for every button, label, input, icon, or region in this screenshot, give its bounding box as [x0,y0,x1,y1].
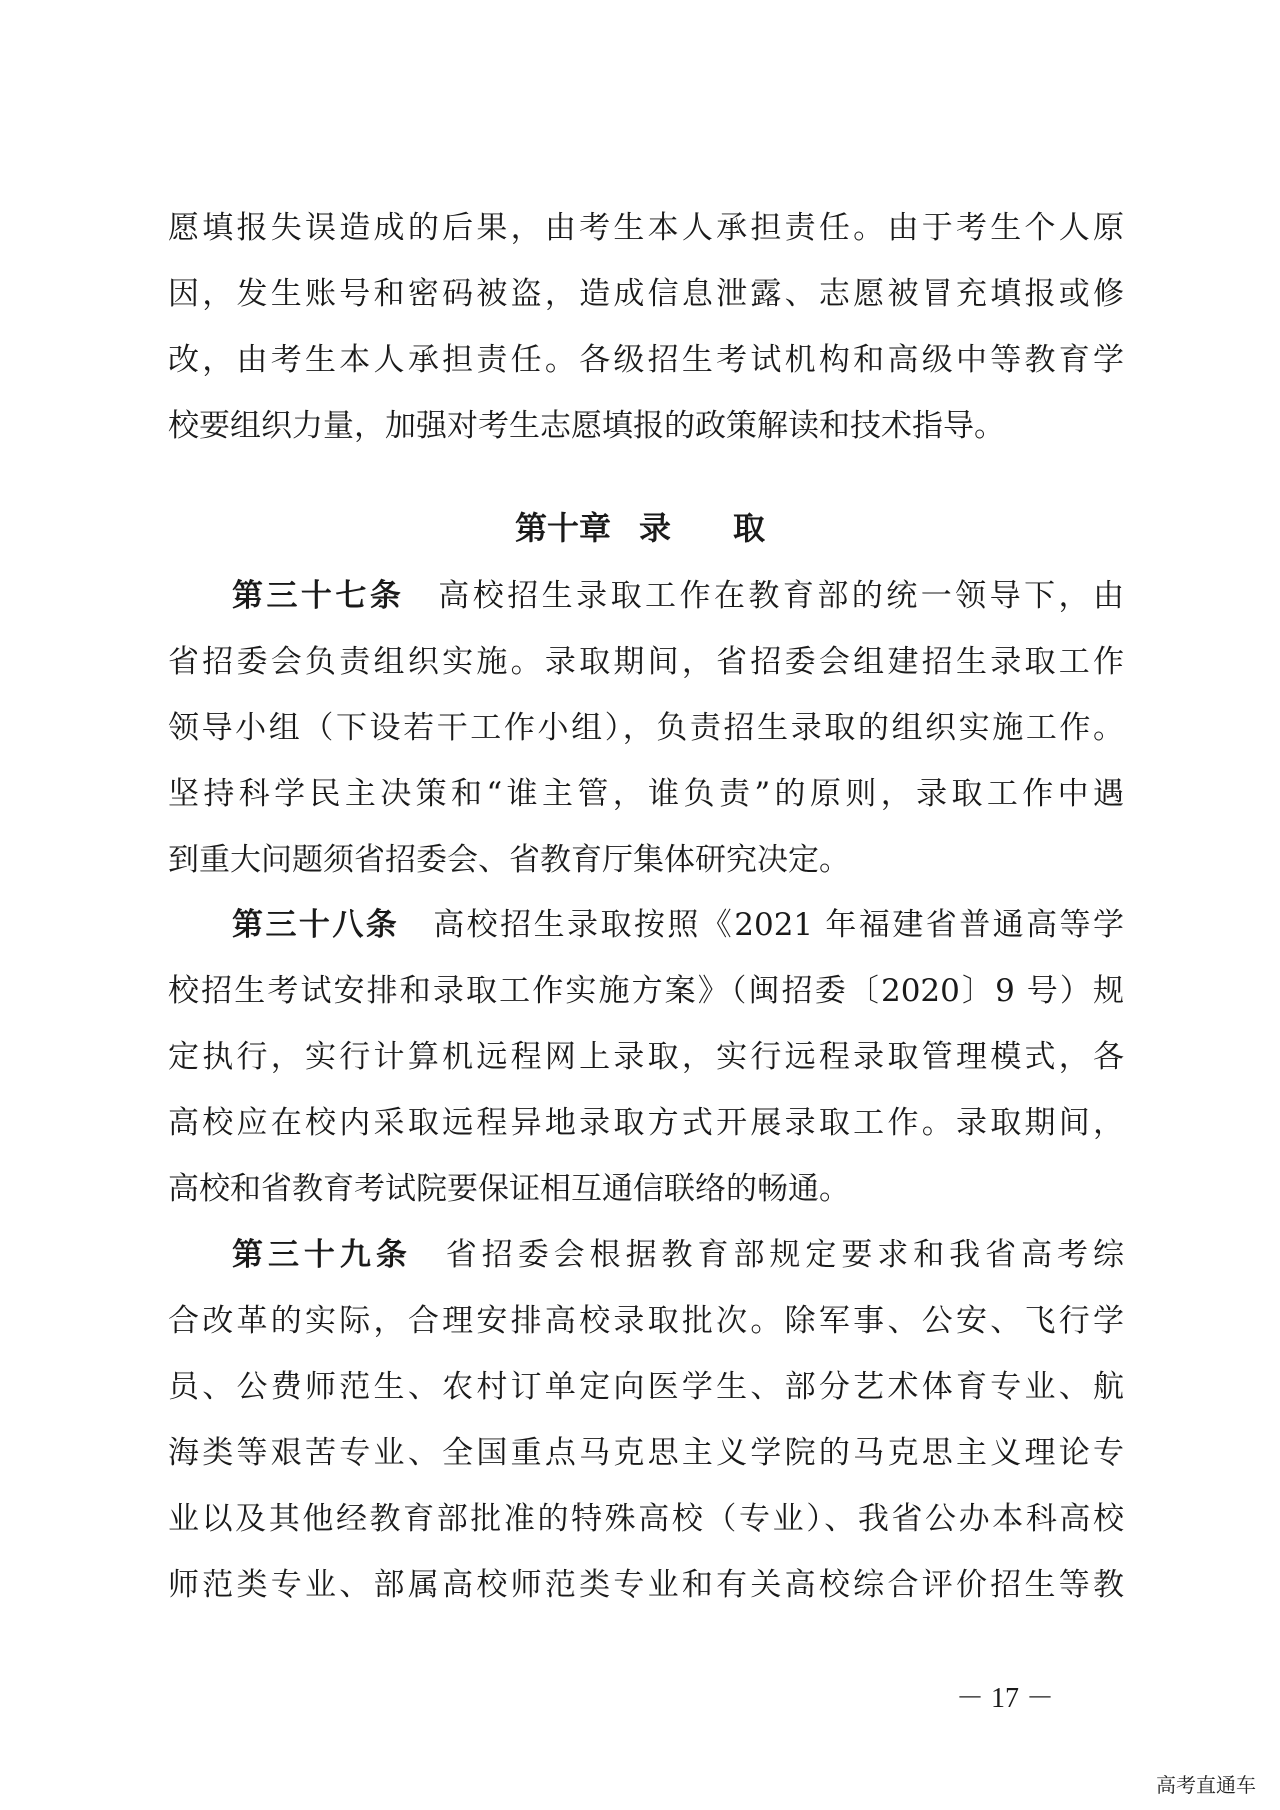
chapter-heading [0,495,1280,561]
paragraph-line: 愿填报失误造成的后果，由考生本人承担责任。由于考生个人原 [168,210,1124,246]
article-first-line [168,1222,1124,1288]
article-heading: 第三十九条 [232,1237,412,1273]
article-text: 省招委会根据教育部规定要求和我省高考综 [445,1237,1124,1273]
article-text: 高校招生录取按照《2021 年福建省普通高等学 [433,907,1124,943]
article-text: 高校招生录取工作在教育部的统一领导下，由 [438,578,1124,614]
paragraph-line: 改，由考生本人承担责任。各级招生考试机构和高级中等教育学 [168,342,1124,378]
paragraph-line: 因，发生账号和密码被盗，造成信息泄露、志愿被冒充填报或修 [168,276,1124,312]
paragraph-line: 领导小组（下设若干工作小组），负责招生录取的组织实施工作。 [168,710,1124,746]
paragraph-line: 校要组织力量，加强对考生志愿填报的政策解读和技术指导。 [168,408,1005,444]
article-38 [168,892,1124,1222]
article-37 [168,563,1124,893]
chapter-number: 第十章 [514,509,611,547]
article-39 [168,1222,1124,1618]
paragraph-line: 定执行，实行计算机远程网上录取，实行远程录取管理模式，各 [168,1039,1124,1075]
paragraph-line: 高校应在校内采取远程异地录取方式开展录取工作。录取期间， [168,1105,1124,1141]
paragraph-line: 业以及其他经教育部批准的特殊高校（专业）、我省公办本科高校 [168,1501,1124,1537]
paragraph-line: 高校和省教育考试院要保证相互通信联络的畅通。 [168,1171,850,1207]
watermark-label: 高考直通车 [1150,1767,1262,1800]
paragraph-line: 员、公费师范生、农村订单定向医学生、部分艺术体育专业、航 [168,1369,1124,1405]
paragraph-line: 师范类专业、部属高校师范类专业和有关高校综合评价招生等教 [168,1567,1124,1603]
intro-paragraph [168,195,1124,459]
chapter-title-part1: 录 [638,509,671,547]
article-first-line [168,892,1124,958]
article-heading: 第三十七条 [232,578,405,614]
page-number: － 17 － [956,1683,1055,1714]
article-first-line [168,563,1124,629]
paragraph-line: 校招生考试安排和录取工作实施方案》（闽招委〔2020〕9 号）规 [168,973,1124,1009]
paragraph-line: 坚持科学民主决策和“谁主管，谁负责”的原则，录取工作中遇 [168,776,1124,812]
paragraph-line: 到重大问题须省招委会、省教育厅集体研究决定。 [168,842,850,878]
paragraph-line: 省招委会负责组织实施。录取期间，省招委会组建招生录取工作 [168,644,1124,680]
chapter-title-part2: 取 [733,509,766,547]
paragraph-line: 海类等艰苦专业、全国重点马克思主义学院的马克思主义理论专 [168,1435,1124,1471]
paragraph-line: 合改革的实际，合理安排高校录取批次。除军事、公安、飞行学 [168,1303,1124,1339]
article-heading: 第三十八条 [232,907,400,943]
